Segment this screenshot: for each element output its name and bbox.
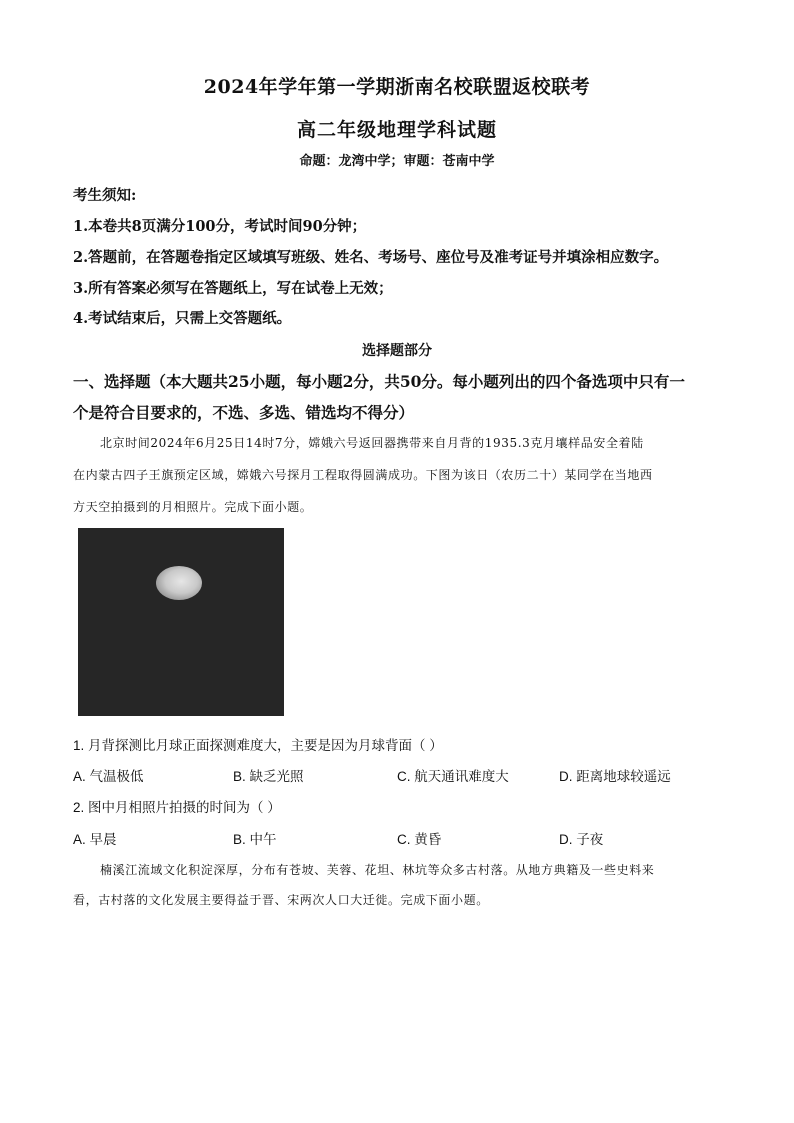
passage-line: 北京时间2024年6月25日14时7分，嫦娥六号返回器携带来自月背的1935.3克月壤样品安全着陆 <box>100 436 644 450</box>
option-d: D. 子夜 <box>559 832 604 847</box>
option-a: A. 早晨 <box>73 832 117 847</box>
notice-item: 2.答题前，在答题卷指定区域填写班级、姓名、考场号、座位号及准考证号并填涂相应数字。 <box>73 249 669 266</box>
option-b: B. 中午 <box>233 832 277 847</box>
passage-line: 在内蒙古四子王旗预定区域，嫦娥六号探月工程取得圆满成功。下图为该日（农历二十）某同学在当地西 <box>73 468 653 482</box>
option-c: C. 黄昏 <box>397 832 442 847</box>
section-heading-line: 一、选择题（本大题共25小题，每小题2分，共50分。每小题列出的四个备选项中只有一 <box>73 372 685 391</box>
notice-heading: 考生须知: <box>73 187 137 204</box>
option-a: A. 气温极低 <box>73 769 144 784</box>
exam-setters: 命题：龙湾中学；审题：苍南中学 <box>299 154 495 169</box>
passage-line: 楠溪江流域文化积淀深厚，分布有苍坡、芙蓉、花坦、林坑等众多古村落。从地方典籍及一些史料来 <box>100 863 655 877</box>
notice-item: 4.考试结束后，只需上交答题纸。 <box>73 310 292 327</box>
section-title: 选择题部分 <box>362 343 432 359</box>
section-heading-line: 个是符合目要求的，不选、多选、错选均不得分） <box>73 403 415 422</box>
passage-line: 方天空拍摄到的月相照片。完成下面小题。 <box>73 500 313 514</box>
option-b: B. 缺乏光照 <box>233 769 304 784</box>
passage-line: 看，古村落的文化发展主要得益于晋、宋两次人口大迁徙。完成下面小题。 <box>73 893 489 907</box>
exam-title: 2024年学年第一学期浙南名校联盟返校联考 <box>203 76 591 98</box>
option-d: D. 距离地球较遥远 <box>559 769 671 784</box>
notice-item: 3.所有答案必须写在答题纸上，写在试卷上无效； <box>73 280 393 297</box>
question-stem: 1. 月背探测比月球正面探测难度大，主要是因为月球背面（ ） <box>73 738 443 753</box>
moon-image <box>156 566 202 600</box>
moon-phase-photo <box>78 528 284 716</box>
notice-item: 1.本卷共8页满分100分，考试时间90分钟； <box>73 218 367 235</box>
question-stem: 2. 图中月相照片拍摄的时间为（ ） <box>73 800 281 815</box>
exam-subtitle: 高二年级地理学科试题 <box>296 119 497 141</box>
option-c: C. 航天通讯难度大 <box>397 769 509 784</box>
